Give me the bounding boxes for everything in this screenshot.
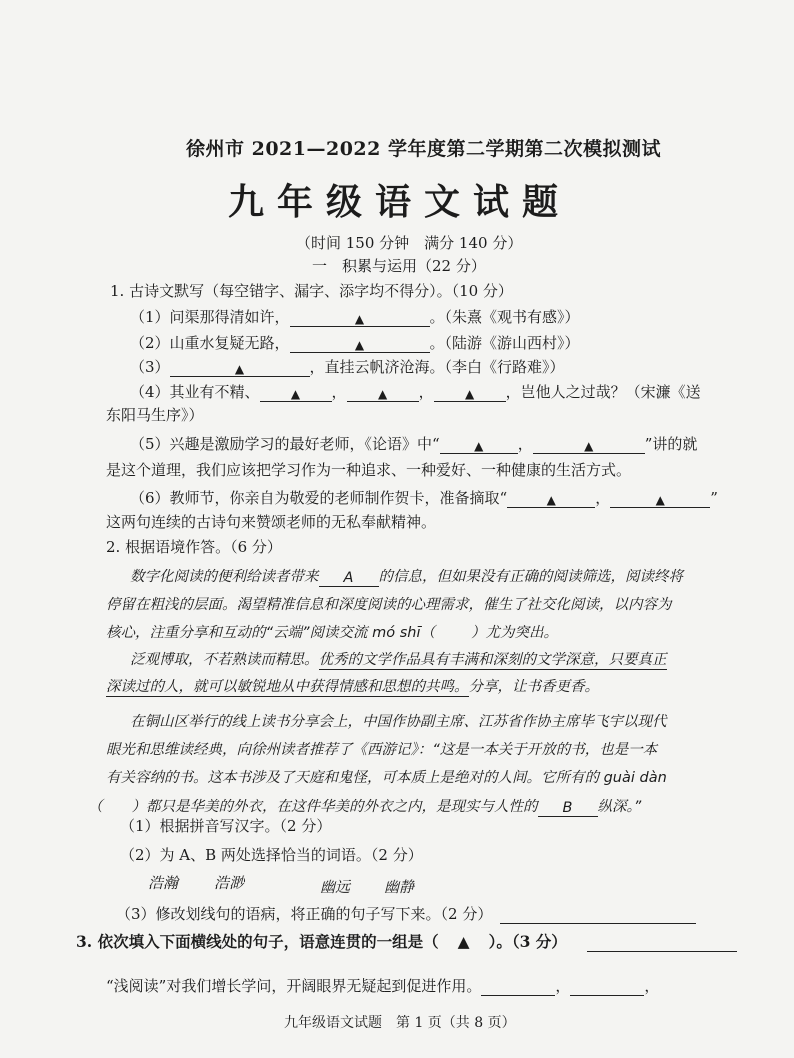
underlined-sentence-cont: 深读过的人，就可以敏锐地从中获得情感和思想的共鸣。 <box>106 679 469 695</box>
q1-heading: 1. 古诗文默写（每空错字、漏字、添字均不得分）。（10 分） <box>110 282 513 300</box>
q2-sub1: （1）根据拼音写汉字。（2 分） <box>120 817 332 835</box>
option-4: 幽静 <box>384 878 415 896</box>
q1-item-5-cont: 是这个道理，我们应该把学习作为一种追求、一种爱好、一种健康的生活方式。 <box>106 461 632 479</box>
q2-para1-line3: 核心，注重分享和互动的“云端”阅读交流 mó shī（ ）尤为突出。 <box>106 625 559 641</box>
option-3: 幽远 <box>320 878 351 896</box>
q2-para1-line2: 停留在粗浅的层面。渴望精准信息和深度阅读的心理需求，催生了社交化阅读，以内容为 <box>106 597 672 613</box>
answer-mark-icon: ▲ <box>474 439 484 453</box>
option-2: 浩渺 <box>214 874 245 892</box>
page-footer: 九年级语文试题 第 1 页（共 8 页） <box>284 1015 516 1031</box>
q2-sub2: （2）为 A、B 两处选择恰当的词语。（2 分） <box>120 846 423 864</box>
q2-para1-line1: 数字化阅读的便利给读者带来 A 的信息，但如果没有正确的阅读筛选，阅读终将 <box>130 569 683 586</box>
q1-item-6-cont: 这两句连续的古诗句来赞颂老师的无私奉献精神。 <box>106 513 437 531</box>
q2-sub3: （3）修改划线句的语病，将正确的句子写下来。（2 分） <box>116 904 696 924</box>
exam-title: 九年级语文试题 <box>228 181 572 223</box>
option-1: 浩瀚 <box>148 874 179 892</box>
answer-mark-icon: ▲ <box>655 493 665 507</box>
time-info: （时间 150 分钟 满分 140 分） <box>296 234 523 252</box>
underlined-sentence: 优秀的文学作品具有丰满和深刻的文学深意，只要真正 <box>318 652 667 668</box>
q2-para2-line2: 深读过的人，就可以敏锐地从中获得情感和思想的共鸣。分享，让书香更香。 <box>106 679 599 695</box>
q2-para3-line1: 在铜山区举行的线上读书分享会上，中国作协副主席、江苏省作协主席毕飞宇以现代 <box>130 714 667 730</box>
answer-mark-icon: ▲ <box>290 387 301 401</box>
answer-mark-icon: ▲ <box>377 387 388 401</box>
q2-para3-line3: 有关容纳的书。这本书涉及了天庭和鬼怪，可本质上是绝对的人间。它所有的 guài dàn <box>106 770 667 786</box>
q3-line1: “浅阅读”对我们增长学问，开阔眼界无疑起到促进作用。 ， ， <box>106 977 660 995</box>
answer-mark-icon: ▲ <box>584 439 594 453</box>
q1-item-5: （5）兴趣是激励学习的最好老师，《论语》中“ ▲ ， ▲ ”讲的就 <box>130 435 698 453</box>
answer-mark-icon: ▲ <box>464 387 475 401</box>
q2-para3-line2: 眼光和思维读经典，向徐州读者推荐了《西游记》：“这是一本关于开放的书，也是一本 <box>106 742 658 758</box>
blank-a: A <box>319 568 379 587</box>
q1-item-2: （2）山重水复疑无路， ▲ 。（陆游《游山西村》） <box>130 334 580 352</box>
q2-heading: 2. 根据语境作答。（6 分） <box>106 538 282 556</box>
q1-item-4: （4）其业有不精、 ▲ ， ▲ ， ▲ ，岂他人之过哉？（宋濂《送 <box>130 383 701 401</box>
answer-mark-icon: ▲ <box>354 338 365 352</box>
answer-mark-icon: ▲ <box>354 312 365 326</box>
blank-b: B <box>538 798 598 817</box>
q1-item-1: （1）问渠那得清如许， ▲ 。（朱熹《观书有感》） <box>130 308 580 326</box>
section-one-heading: 一 积累与运用（22 分） <box>312 257 486 275</box>
exam-subtitle: 徐州市 2021—2022 学年度第二学期第二次模拟测试 <box>186 138 661 160</box>
answer-mark-icon: ▲ <box>457 932 470 951</box>
q2-para2-line1: 泛观博取，不若熟读而精思。优秀的文学作品具有丰满和深刻的文学深意，只要真正 <box>130 652 667 668</box>
q1-item-6: （6）教师节，你亲自为敬爱的老师制作贺卡，准备摘取“ ▲ ， ▲ ” <box>130 489 718 507</box>
q2-para3-line4: （ ）都只是华美的外衣，在这件华美的外衣之内，是现实与人性的 B 纵深。” <box>88 799 642 816</box>
answer-mark-icon: ▲ <box>234 362 245 376</box>
q1-item-3: （3） ▲ ，直挂云帆济沧海。（李白《行路难》） <box>130 358 565 376</box>
q3-heading: 3. 依次填入下面横线处的句子，语意连贯的一组是（ ▲ ）。（3 分） <box>76 932 737 952</box>
answer-mark-icon: ▲ <box>546 493 556 507</box>
q1-item-4-source: 东阳马生序》） <box>106 406 204 424</box>
